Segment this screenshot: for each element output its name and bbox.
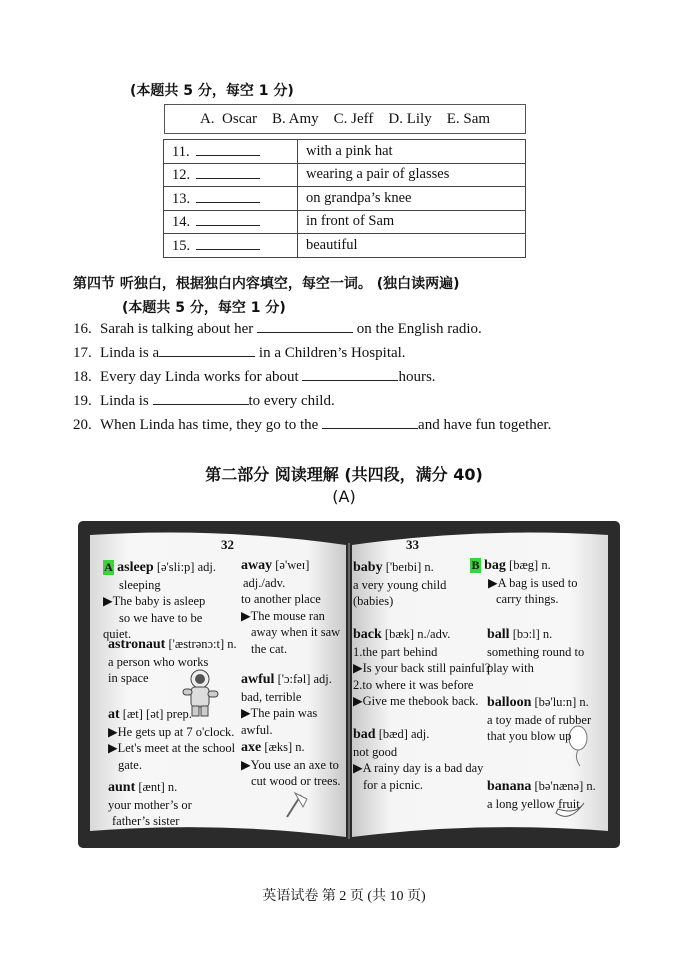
section4-note: (本题共 5 分，每空 1 分) — [122, 300, 286, 316]
question-18: 18. Every day Linda works for about hours. — [73, 369, 436, 385]
question-17: 17. Linda is a in a Children’s Hospital. — [73, 345, 406, 361]
dictionary-book — [78, 521, 620, 848]
row-number: 15. — [172, 237, 191, 254]
left-page-number: 32 — [221, 537, 234, 552]
answer-blank[interactable] — [159, 344, 255, 357]
answer-blank[interactable] — [153, 392, 249, 405]
entry-axe: axe [æks] n. ▶You use an axe to cut wood or trees. — [241, 740, 341, 788]
entry-astronaut: astronaut ['æstrənɔ:t] n. a person who works in space — [108, 637, 237, 685]
options-box — [164, 104, 526, 134]
letter-tag-a: A — [104, 560, 113, 574]
answer-blank[interactable] — [196, 165, 260, 179]
answer-blank[interactable] — [322, 416, 418, 429]
entry-baby: baby ['beɪbi] n. a very young child (babies) — [353, 560, 447, 608]
row-number: 14. — [172, 214, 191, 231]
table-row — [164, 163, 526, 187]
part2-subtitle: (A) — [332, 487, 356, 506]
options-text: A. Oscar B. Amy C. Jeff D. Lily E. Sam — [199, 110, 491, 127]
row-description: beautiful — [298, 234, 526, 258]
row-description: wearing a pair of glasses — [298, 163, 526, 187]
table-row — [164, 210, 526, 234]
answer-blank[interactable] — [302, 368, 398, 381]
table-row — [164, 234, 526, 258]
answer-blank[interactable] — [196, 236, 260, 250]
entry-aunt: aunt [ænt] n. your mother’s or father’s sister — [108, 780, 192, 828]
row-number: 13. — [172, 190, 191, 207]
question-16: 16. Sarah is talking about her on the English radio. — [73, 321, 482, 337]
entry-away: away [ə'weɪ] adj./adv. to another place ▶The mouse ran away when it saw the cat. — [241, 558, 341, 656]
entry-banana: banana [bə'nænə] n. a long yellow fruit — [487, 779, 596, 811]
entry-bag: B bag [bæg] n. ▶A bag is used to carry things. — [471, 558, 578, 606]
answer-blank[interactable] — [196, 189, 260, 203]
entry-asleep: A asleep [ə'sli:p] adj. sleeping ▶The baby is asleep so we have to be quiet. — [103, 560, 216, 641]
row-number: 11. — [172, 143, 190, 160]
entry-back: back [bæk] n./adv. 1.the part behind ▶Is your back still painful? 2.to where it was before ▶Give me thebook back. — [353, 627, 491, 708]
table-row — [164, 187, 526, 211]
entry-at: at [æt] [ət] prep. ▶He gets up at 7 o'clock. ▶Let's meet at the school gate. — [108, 707, 236, 772]
answer-blank[interactable] — [257, 320, 353, 333]
entry-ball: ball [bɔ:l] n. something round to play with — [487, 627, 585, 675]
answer-blank[interactable] — [196, 212, 260, 226]
part2-title: 第二部分 阅读理解 (共四段，满分 40) — [205, 465, 483, 484]
entry-balloon: balloon [bə'lu:n] n. a toy made of rubber that you blow up — [487, 695, 592, 743]
entry-awful: awful ['ɔ:fəl] adj. bad, terrible ▶The pain was awful. — [241, 672, 332, 737]
part1-note: (本题共 5 分，每空 1 分) — [130, 83, 294, 99]
right-page-number: 33 — [406, 537, 419, 552]
row-number: 12. — [172, 167, 191, 184]
question-20: 20. When Linda has time, they go to the and have fun together. — [73, 417, 552, 433]
row-description: in front of Sam — [298, 210, 526, 234]
answer-blank[interactable] — [196, 142, 260, 156]
row-description: on grandpa’s knee — [298, 187, 526, 211]
page-footer: 英语试卷 第 2 页 (共 10 页) — [262, 889, 426, 904]
entry-bad: bad [bæd] adj. not good ▶A rainy day is a bad day for a picnic. — [353, 727, 484, 792]
question-19: 19. Linda is to every child. — [73, 393, 335, 409]
letter-tag-b: B — [471, 558, 480, 572]
section4-heading: 第四节 听独白，根据独白内容填空，每空一词。 (独白读两遍) — [73, 276, 460, 292]
table-row — [164, 140, 526, 164]
matching-table — [163, 139, 526, 258]
row-description: with a pink hat — [298, 140, 526, 164]
